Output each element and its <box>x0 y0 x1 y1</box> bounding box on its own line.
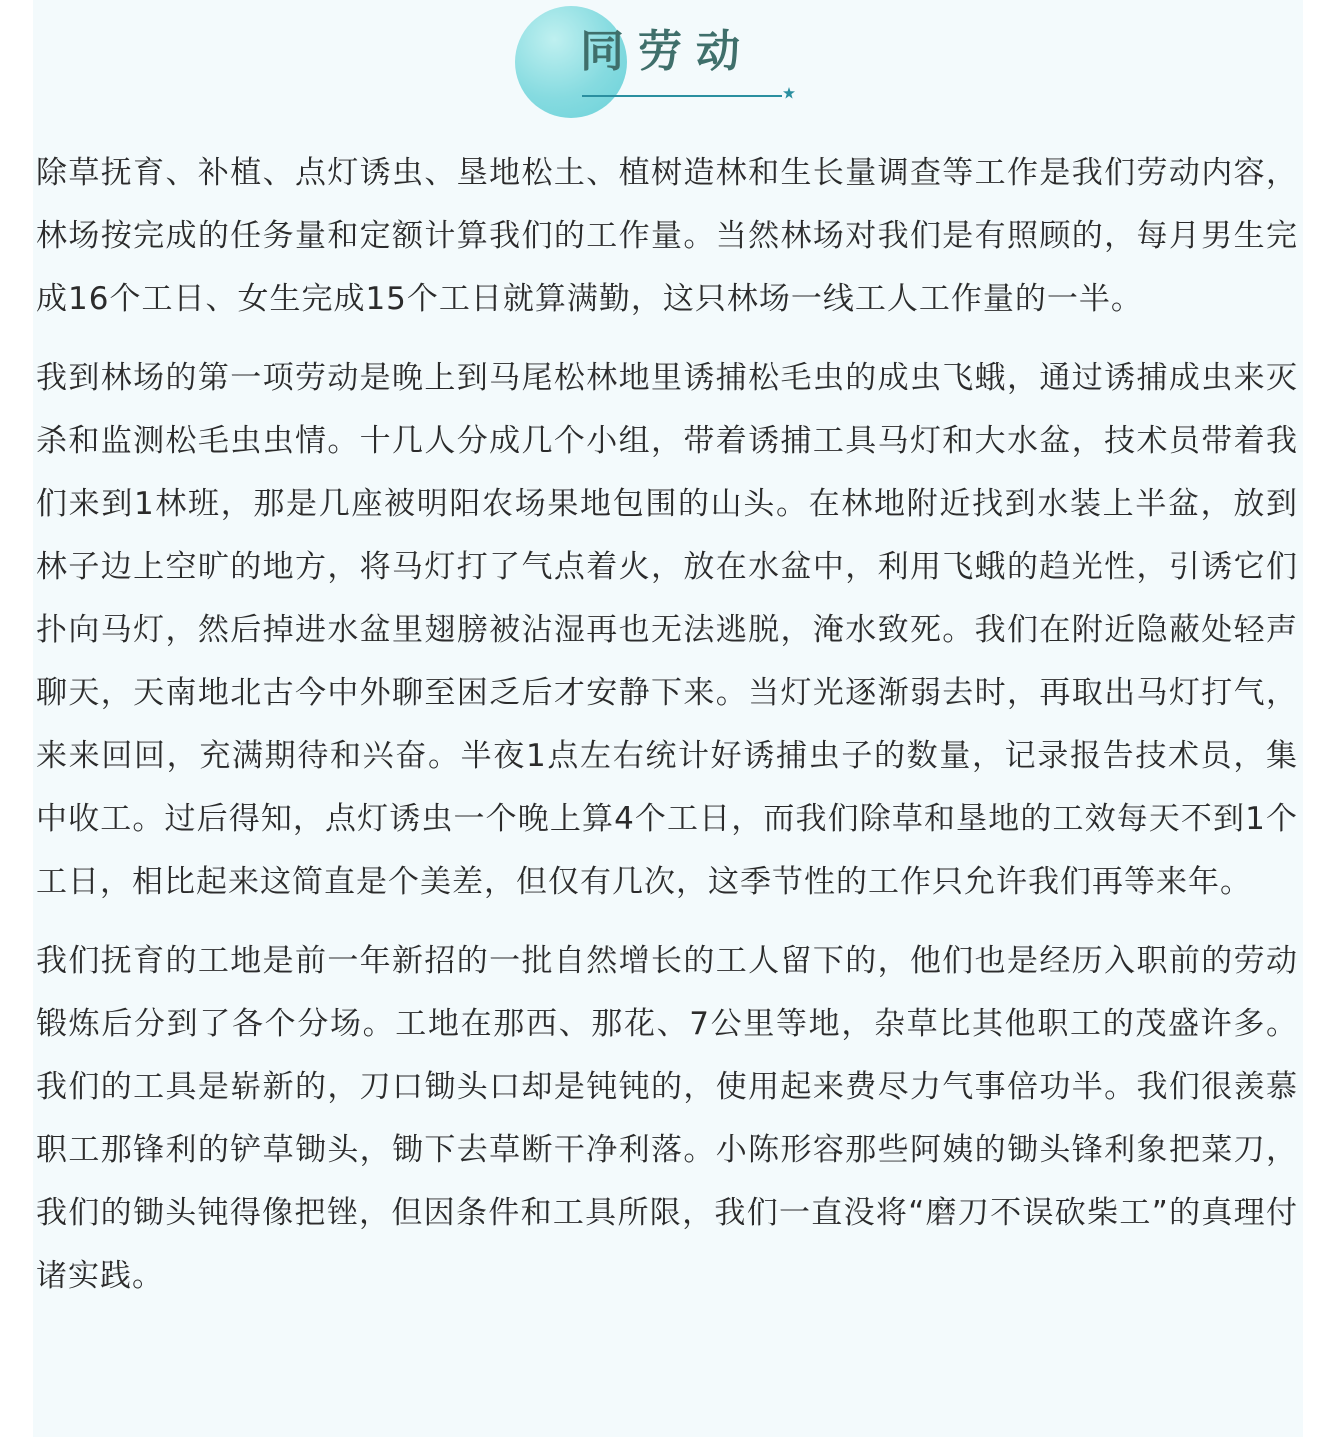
article-body <box>36 142 1298 1324</box>
paragraph: 我到林场的第一项劳动是晚上到马尾松林地里诱捕松毛虫的成虫飞蛾，通过诱捕成虫来灭杀和监测松毛虫虫情。十几人分成几个小组，带着诱捕工具马灯和大水盆，技术员带着我们来到1林班，那是几座被明阳农场果地包围的山头。在林地附近找到水装上半盆，放到林子边上空旷的地方，将马灯打了气点着火，放在水盆中，利用飞蛾的趋光性，引诱它们扑向马灯，然后掉进水盆里翅膀被沾湿再也无法逃脱，淹水致死。我们在附近隐蔽处轻声聊天，天南地北古今中外聊至困乏后才安静下来。当灯光逐渐弱去时，再取出马灯打气，来来回回，充满期待和兴奋。半夜1点左右统计好诱捕虫子的数量，记录报告技术员，集中收工。过后得知，点灯诱虫一个晚上算4个工日，而我们除草和垦地的工效每天不到1个工日，相比起来这简直是个美差，但仅有几次，这季节性的工作只允许我们再等来年。 <box>36 360 1298 900</box>
paragraph: 除草抚育、补植、点灯诱虫、垦地松土、植树造林和生长量调查等工作是我们劳动内容，林场按完成的任务量和定额计算我们的工作量。当然林场对我们是有照顾的，每月男生完成16个工日、女生完成15个工日就算满勤，这只林场一线工人工作量的一半。 <box>36 155 1298 317</box>
section-title: 同劳动 <box>580 26 754 77</box>
section-header <box>0 0 1332 120</box>
title-underline <box>582 95 782 97</box>
paragraph: 我们抚育的工地是前一年新招的一批自然增长的工人留下的，他们也是经历入职前的劳动锻炼后分到了各个分场。工地在那西、那花、7公里等地，杂草比其他职工的茂盛许多。我们的工具是崭新的，刀口锄头口却是钝钝的，使用起来费尽力气事倍功半。我们很羡慕职工那锋利的铲草锄头，锄下去草断干净利落。小陈形容那些阿姨的锄头锋利象把菜刀，我们的锄头钝得像把锉，但因条件和工具所限，我们一直没将“磨刀不误砍柴工”的真理付诸实践。 <box>36 943 1298 1294</box>
star-icon <box>782 86 796 100</box>
